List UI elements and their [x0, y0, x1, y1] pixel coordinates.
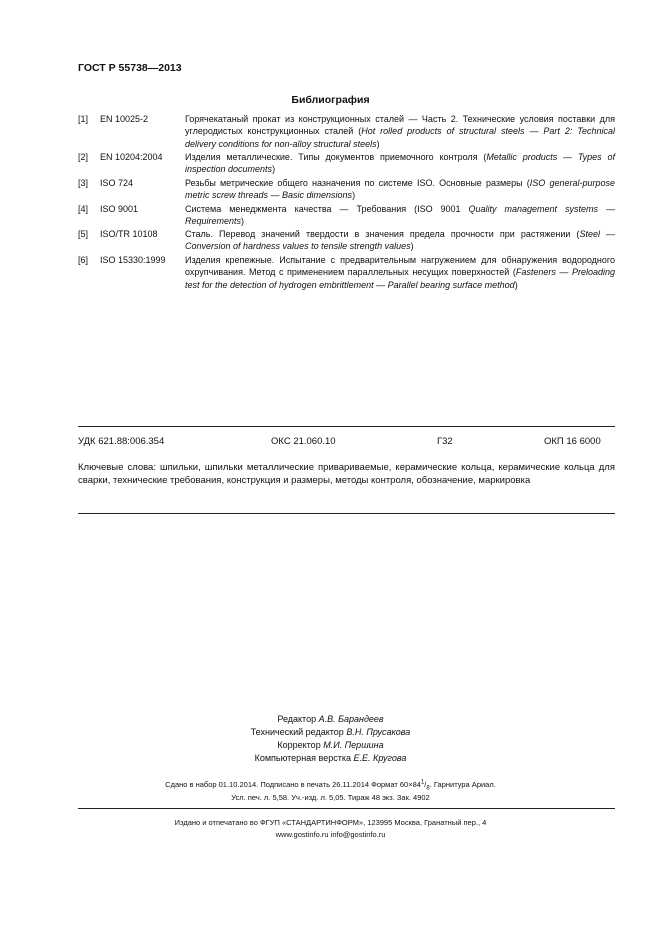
entry-standard-code: ISO 9001	[100, 204, 139, 214]
entry-standard-code: ISO/TR 10108	[100, 229, 158, 239]
divider-keywords	[78, 513, 615, 514]
entry-description: Система менеджмента качества — Требования (ISO 9001 Quality management systems — Requirements)	[185, 204, 615, 227]
entry-standard-code: ISO 724	[100, 178, 134, 188]
entry-description: Резьбы метрические общего назначения по системе ISO. Основные размеры (ISO general-purpose metric screw threads — Basic dimensions)	[185, 178, 615, 201]
entry-description: Изделия металлические. Типы документов приемочного контроля (Metallic products — Types of inspection documents)	[185, 152, 615, 175]
udk-code: УДК 621.88:006.354	[78, 436, 165, 447]
entry-standard-code: EN 10025-2	[100, 114, 149, 124]
credit-layout: Компьютерная верстка Е.Е. Кругова	[254, 753, 407, 763]
bibliography-entry	[78, 228, 615, 253]
entry-number: [5]	[78, 229, 89, 239]
bibliography-entry	[78, 203, 615, 228]
credit-tech-editor: Технический редактор В.Н. Прусакова	[250, 727, 411, 737]
entry-description: Изделия крепежные. Испытание с предварительным нагружением для обнаружения водородного охрупчивания. Метод с применением параллельных несущих поверхностей (Fasteners — Preloading test for the detection of hydrogen embrittlement — Parallel bearing surface method)	[185, 255, 615, 290]
group-code: Г32	[437, 436, 453, 447]
entry-number: [2]	[78, 152, 89, 162]
entry-number: [6]	[78, 255, 89, 265]
entry-number: [4]	[78, 204, 89, 214]
bibliography-entry	[78, 151, 615, 176]
document-code: ГОСТ Р 55738—2013	[78, 62, 182, 74]
entry-number: [1]	[78, 114, 89, 124]
divider-imprint	[78, 808, 615, 809]
publisher-line: Издано и отпечатано во ФГУП «СТАНДАРТИНФОРМ», 123995 Москва, Гранатный пер., 4	[174, 818, 487, 827]
bibliography-entry	[78, 254, 615, 291]
credit-proofreader: Корректор М.И. Першина	[277, 740, 384, 750]
entry-description: Сталь. Перевод значений твердости в значения предела прочности при растяжении (Steel — Conversion of hardness values to tensile strength values)	[185, 229, 615, 252]
entry-standard-code: ISO 15330:1999	[100, 255, 166, 265]
divider-top	[78, 426, 615, 427]
entry-standard-code: EN 10204:2004	[100, 152, 163, 162]
imprint-line-1: Сдано в набор 01.10.2014. Подписано в печать 26.11.2014 Формат $60\times 84^1/_8$. Гарнитура Ариал.	[165, 779, 496, 792]
bibliography-title: Библиография	[291, 94, 370, 106]
bibliography-entry	[78, 177, 615, 202]
credit-editor: Редактор А.В. Барандеев	[277, 714, 384, 724]
bibliography-entry	[78, 113, 615, 150]
imprint-line-2: Усл. печ. л. 5,58. Уч.-изд. л. 5,05. Тираж 48 экз. Зак. 4902	[231, 793, 430, 802]
entry-number: [3]	[78, 178, 89, 188]
entry-description: Горячекатаный прокат из конструкционных сталей — Часть 2. Технические условия поставки для углеродистых конструкционных сталей (Hot rolled products of structural steels — Part 2: Technical delivery conditions for non-alloy structural steels)	[185, 114, 615, 149]
web-contacts: www.gostinfo.ru info@gostinfo.ru	[275, 830, 386, 839]
keywords-text: Ключевые слова: шпильки, шпильки металлические привариваемые, керамические кольца, керамические кольца для сварки, технические требования, конструкция и размеры, методы контроля, обозначение, маркировка	[78, 462, 615, 486]
oks-code: ОКС 21.060.10	[271, 436, 336, 447]
okp-code: ОКП 16 6000	[544, 436, 601, 447]
